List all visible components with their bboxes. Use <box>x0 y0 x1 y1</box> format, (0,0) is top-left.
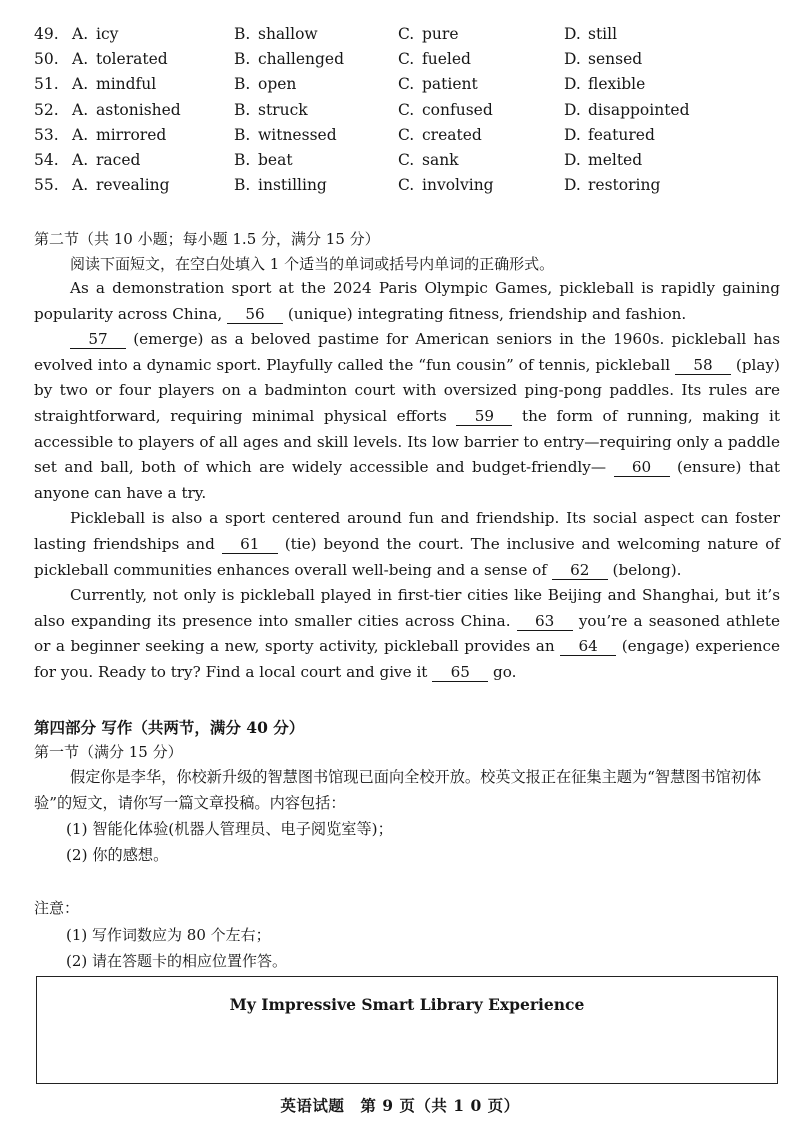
option-letter: B. <box>234 100 251 119</box>
question-number: 51. <box>34 75 59 94</box>
note-2: (2) 请在答题卡的相应位置作答。 <box>66 952 288 970</box>
option-row <box>34 98 774 123</box>
option-word: involving <box>422 176 494 195</box>
option-word: confused <box>422 100 493 119</box>
option-letter: D. <box>564 125 581 144</box>
question-number: 53. <box>34 125 59 144</box>
option-word: mirrored <box>96 125 167 144</box>
option-letter: A. <box>72 125 89 144</box>
option-a <box>72 72 156 97</box>
note-1: (1) 写作词数应为 80 个左右； <box>66 926 271 944</box>
option-word: struck <box>258 100 308 119</box>
option-b <box>234 98 308 123</box>
option-word: flexible <box>588 75 646 94</box>
option-b <box>234 72 296 97</box>
option-letter: C. <box>398 75 415 94</box>
part-4-header: 第四部分 写作（共两节，满分 40 分） <box>34 718 305 737</box>
writing-section-1-header: 第一节（满分 15 分） <box>34 743 183 761</box>
writing-point-1: (1) 智能化体验(机器人管理员、电子阅览室等)； <box>66 820 393 838</box>
option-c <box>398 98 493 123</box>
cloze-passage <box>34 276 780 686</box>
option-a <box>72 123 166 148</box>
option-c <box>398 148 459 173</box>
option-b <box>234 148 293 173</box>
question-number: 49. <box>34 25 59 43</box>
option-a <box>72 47 168 72</box>
option-word: open <box>258 75 297 94</box>
option-c <box>398 47 471 72</box>
passage-paragraph-2: 57 (emerge) as a beloved pastime for American seniors in the 1960s. pickleball has evolved into a dynamic sport. Playfully called the “fun cousin” of tennis, pickleball 58 (play) by two or four players on a badminton court with oversized ping-pong paddles. Its rules are straightforward, requiring minimal physical efforts 59 the form of running, making it accessible to players of all ages and skill levels. Its low barrier to entry—requiring only a paddle set and ball, both of which are widely accessible and budget-friendly— 60 (ensure) that anyone can have a try. <box>34 330 780 502</box>
notes <box>66 922 287 974</box>
blank-62: 62 <box>552 561 608 580</box>
option-word: sensed <box>588 50 643 69</box>
answer-box <box>36 976 778 1084</box>
option-letter: C. <box>398 100 415 119</box>
option-letter: B. <box>234 125 251 144</box>
option-letter: D. <box>564 50 581 69</box>
writing-prompt <box>34 764 780 868</box>
option-letter: D. <box>564 176 581 195</box>
question-number: 50. <box>34 50 59 69</box>
option-word: created <box>422 125 482 144</box>
option-row <box>34 47 774 72</box>
section-2-instruction: 阅读下面短文，在空白处填入 1 个适当的单词或括号内单词的正确形式。 <box>70 255 555 273</box>
option-letter: A. <box>72 75 89 94</box>
blank-57: 57 <box>70 330 126 349</box>
option-letter: B. <box>234 176 251 195</box>
option-a <box>72 173 170 198</box>
option-b <box>234 123 337 148</box>
option-word: patient <box>422 75 478 94</box>
option-letter: C. <box>398 176 415 195</box>
option-b <box>234 47 344 72</box>
option-letter: C. <box>398 150 415 169</box>
option-a <box>72 98 181 123</box>
option-d <box>564 98 690 123</box>
option-word: shallow <box>258 25 318 43</box>
option-word: restoring <box>588 176 661 195</box>
option-word: mindful <box>96 75 157 94</box>
option-letter: D. <box>564 75 581 94</box>
option-d <box>564 123 655 148</box>
blank-56: 56 <box>227 305 283 324</box>
blank-60: 60 <box>614 458 670 477</box>
option-word: still <box>588 25 618 43</box>
question-number: 55. <box>34 176 59 195</box>
option-word: disappointed <box>588 100 690 119</box>
blank-59: 59 <box>456 407 512 426</box>
blank-65: 65 <box>432 663 488 682</box>
option-letter: C. <box>398 125 415 144</box>
option-c <box>398 72 478 97</box>
option-c <box>398 173 494 198</box>
option-word: sank <box>422 150 459 169</box>
option-word: tolerated <box>96 50 168 69</box>
option-d <box>564 148 642 173</box>
question-number: 54. <box>34 150 59 169</box>
blank-61: 61 <box>222 535 278 554</box>
writing-prompt-text: 假定你是李华，你校新升级的智慧图书馆现已面向全校开放。校英文报正在征集主题为“智慧图书馆初体验”的短文，请你写一篇文章投稿。内容包括： <box>34 768 762 812</box>
option-letter: A. <box>72 150 89 169</box>
question-number: 52. <box>34 100 59 119</box>
option-row <box>34 148 774 173</box>
option-letter: A. <box>72 100 89 119</box>
option-word: astonished <box>96 100 181 119</box>
option-letter: A. <box>72 50 89 69</box>
option-row <box>34 22 774 47</box>
option-letter: B. <box>234 150 251 169</box>
option-row <box>34 173 774 198</box>
option-letter: B. <box>234 75 251 94</box>
essay-title: My Impressive Smart Library Experience <box>229 995 585 1014</box>
option-letter: C. <box>398 50 415 69</box>
option-letter: D. <box>564 150 581 169</box>
section-2-header: 第二节（共 10 小题；每小题 1.5 分，满分 15 分） <box>34 230 380 248</box>
option-word: revealing <box>96 176 170 195</box>
note-label: 注意： <box>34 899 80 917</box>
option-d <box>564 173 660 198</box>
option-word: featured <box>588 125 655 144</box>
option-letter: A. <box>72 176 89 195</box>
option-word: pure <box>422 25 459 43</box>
option-b <box>234 173 327 198</box>
option-letter: B. <box>234 50 251 69</box>
option-row <box>34 123 774 148</box>
option-letter: D. <box>564 100 581 119</box>
option-word: beat <box>258 150 293 169</box>
option-a <box>72 22 118 47</box>
option-d <box>564 72 645 97</box>
option-a <box>72 148 140 173</box>
option-word: raced <box>96 150 141 169</box>
option-word: icy <box>96 25 119 43</box>
option-letter: C. <box>398 25 415 43</box>
option-d <box>564 47 642 72</box>
option-c <box>398 22 459 47</box>
passage-paragraph-1: As a demonstration sport at the 2024 Paris Olympic Games, pickleball is rapidly gaining popularity across China, 56 (unique) integrating fitness, friendship and fashion. <box>34 279 780 323</box>
option-row <box>34 72 774 97</box>
page-footer: 英语试题 第 9 页（共 1 0 页） <box>280 1096 520 1115</box>
option-letter: D. <box>564 25 581 43</box>
option-letter: B. <box>234 25 251 43</box>
blank-58: 58 <box>675 356 731 375</box>
blank-64: 64 <box>560 637 616 656</box>
passage-paragraph-4: Currently, not only is pickleball played in first-tier cities like Beijing and Shanghai, but it’s also expanding its presence into smaller cities across China. 63 you’re a seasoned athlete or a beginner seeking a new, sporty activity, pickleball provides an 64 (engage) experience for you. Ready to try? Find a local court and give it 65 go. <box>34 586 781 681</box>
option-word: instilling <box>258 176 327 195</box>
option-c <box>398 123 482 148</box>
passage-paragraph-3: Pickleball is also a sport centered around fun and friendship. Its social aspect can foster lasting friendships and 61 (tie) beyond the court. The inclusive and welcoming nature of pickleball communities enhances overall well-being and a sense of 62 (belong). <box>34 509 781 579</box>
options-table <box>34 22 774 198</box>
blank-63: 63 <box>517 612 573 631</box>
option-letter: A. <box>72 25 89 43</box>
option-word: challenged <box>258 50 344 69</box>
option-word: witnessed <box>258 125 337 144</box>
option-word: fueled <box>422 50 471 69</box>
writing-point-2: (2) 你的感想。 <box>66 846 169 864</box>
option-word: melted <box>588 150 643 169</box>
option-d <box>564 22 617 47</box>
option-b <box>234 22 318 47</box>
